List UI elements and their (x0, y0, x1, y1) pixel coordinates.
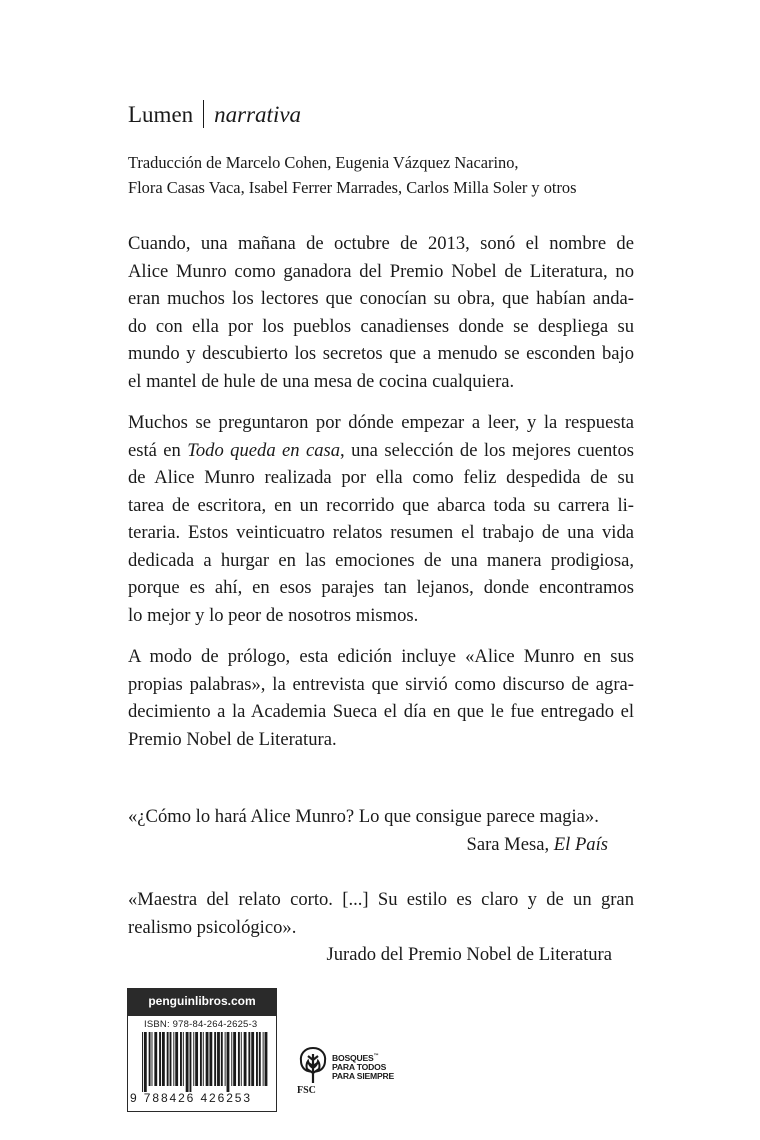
barcode-bar (231, 1032, 232, 1086)
barcode (142, 1032, 268, 1092)
blurb-text: , una selección de los mejores cuentos (340, 439, 634, 461)
blurb-line: propias palabras», la entrevista que sirvió como discurso de agra- (128, 673, 634, 695)
translation-line: Flora Casas Vaca, Isabel Ferrer Marrades, Carlos Milla Soler y otros (128, 178, 577, 197)
barcode-bar (154, 1032, 157, 1086)
fsc-slogan-line: PARA TODOS (332, 1061, 387, 1072)
blurb-line: porque es ahí, en esos parajes tan lejanos, donde encontramos (128, 577, 634, 598)
blurb-text: está en (128, 439, 188, 461)
barcode-bar (159, 1032, 161, 1086)
barcode-bar (144, 1032, 147, 1092)
barcode-bar (265, 1032, 268, 1086)
quote-text: realismo psicológico». (128, 916, 297, 938)
isbn-number: ISBN: 978-84-264-2625-3 (144, 1019, 258, 1030)
barcode-bar (206, 1032, 209, 1086)
publisher-website[interactable]: penguinlibros.com (127, 988, 277, 1015)
press-quote-2 (128, 886, 634, 969)
blurb-line: dedicada a hurgar en las emociones de una manera prodigiosa, (128, 549, 634, 571)
blurb-line: Muchos se preguntaron por dónde empezar a leer, y la respuesta (128, 412, 634, 433)
trademark-mark: ™ (373, 1053, 379, 1059)
publisher-name: Lumen (128, 102, 194, 127)
fsc-label: FSC (297, 1085, 316, 1096)
barcode-bar (142, 1032, 143, 1092)
fsc-slogan-line: BOSQUES (332, 1052, 374, 1063)
quote-author: Sara Mesa, (466, 833, 554, 855)
barcode-bar (217, 1032, 220, 1086)
translation-line: Traducción de Marcelo Cohen, Eugenia Vázquez Nacarino, (128, 153, 519, 172)
quote-attribution: Jurado del Premio Nobel de Literatura (326, 944, 612, 965)
blurb-line: lo mejor y lo peor de nosotros mismos. (128, 604, 419, 626)
barcode-bar (195, 1032, 198, 1086)
blurb-line: el mantel de hule de una mesa de cocina cualquiera. (128, 370, 515, 392)
barcode-bar (256, 1032, 258, 1086)
quote-text: «Maestra del relato corto. [...] Su estilo es claro y de un gran (128, 889, 634, 910)
barcode-bar (238, 1032, 240, 1086)
quote-text: «¿Cómo lo hará Alice Munro? Lo que consigue parece magia». (128, 806, 599, 827)
fsc-slogan-line: PARA SIEMPRE (332, 1070, 395, 1081)
fsc-logo (296, 1046, 406, 1096)
blurb-line (128, 437, 634, 465)
barcode-bar (193, 1032, 194, 1086)
barcode-bar (227, 1032, 230, 1092)
imprint (128, 100, 301, 130)
barcode-digits: 9 788426 426253 (130, 1091, 252, 1105)
barcode-bar (167, 1032, 169, 1086)
barcode-bar (175, 1032, 178, 1086)
barcode-bar (259, 1032, 261, 1086)
blurb-line: eran muchos los lectores que conocían su obra, que habían anda- (128, 288, 634, 309)
barcode-bar (263, 1032, 264, 1086)
blurb-line: A modo de prólogo, esta edición incluye «Alice Munro en sus (128, 646, 634, 667)
blurb-paragraph-3 (128, 643, 634, 753)
blurb-line: Cuando, una mañana de octubre de 2013, sonó el nombre de (128, 233, 634, 254)
fsc-slogan (332, 1052, 394, 1081)
barcode-bar (183, 1032, 184, 1086)
barcode-bar (170, 1032, 172, 1086)
barcode-bar (190, 1032, 192, 1092)
blurb-line: do con ella por los pueblos canadienses donde se despliega su (128, 315, 634, 337)
blurb-line: mundo y descubierto los secretos que a menudo se esconden bajo (128, 343, 634, 364)
barcode-bar (203, 1032, 204, 1086)
barcode-bar (200, 1032, 202, 1086)
barcode-bar (248, 1032, 250, 1086)
barcode-bar (244, 1032, 247, 1086)
barcode-bar (251, 1032, 254, 1086)
barcode-bar (162, 1032, 165, 1086)
barcode-bar (241, 1032, 242, 1086)
blurb-paragraph-1 (128, 230, 634, 395)
blurb-line: tarea de escritora, en un recorrido que abarca toda su carrera li- (128, 494, 634, 516)
blurb-line: Alice Munro como ganadora del Premio Nobel de Literatura, no (128, 260, 634, 282)
barcode-bar (214, 1032, 216, 1086)
barcode-bar (209, 1032, 212, 1086)
blurb-line: teraria. Estos veinticuatro relatos resumen el trabajo de una vida (128, 522, 634, 543)
blurb-line: de Alice Munro realizada por ella como feliz despedida de su (128, 467, 634, 488)
barcode-bar (233, 1032, 236, 1086)
barcode-bar (221, 1032, 223, 1086)
quote-source: El País (553, 833, 608, 855)
blurb-paragraph-2 (128, 409, 634, 629)
press-quote-1 (128, 803, 634, 858)
barcode-bar (152, 1032, 153, 1086)
isbn-block (127, 988, 277, 1112)
blurb-line: Premio Nobel de Literatura. (128, 728, 337, 750)
translation-credits (128, 150, 628, 200)
barcode-bar (149, 1032, 151, 1086)
barcode-bar (225, 1032, 226, 1086)
barcode-bar (173, 1032, 174, 1086)
quote-attribution (128, 831, 634, 859)
barcode-bar (186, 1032, 189, 1092)
blurb-line: decimiento a la Academia Sueca el día en que le fue entregado el (128, 701, 634, 722)
barcode-box (127, 1015, 277, 1112)
imprint-divider (203, 100, 204, 128)
barcode-bar (180, 1032, 182, 1086)
fsc-tree-icon (298, 1046, 328, 1084)
book-title: Todo queda en casa (187, 439, 341, 461)
collection-name: narrativa (214, 102, 302, 127)
